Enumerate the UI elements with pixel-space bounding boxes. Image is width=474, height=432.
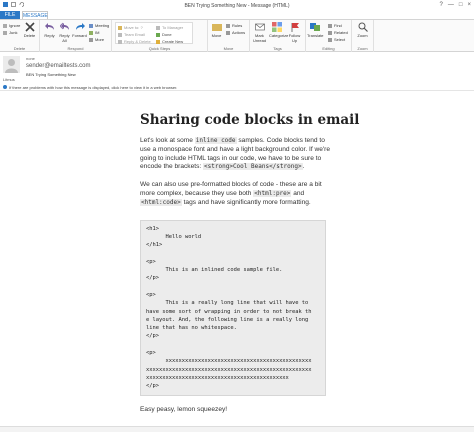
group-tags-label: Tags — [273, 46, 282, 51]
translate-icon — [310, 22, 320, 32]
info-icon — [3, 85, 7, 89]
follow-up-button[interactable]: Follow Up — [287, 22, 302, 43]
forward-icon — [75, 22, 85, 32]
message-to[interactable]: Litmus — [3, 77, 15, 82]
inline-code-sample: inline code — [195, 137, 236, 144]
tab-message[interactable]: MESSAGE — [23, 13, 48, 19]
inline-code-pre: <html:pre> — [254, 189, 291, 197]
related-icon — [328, 31, 332, 35]
delete-button[interactable]: Delete — [22, 22, 37, 38]
reply-all-icon — [60, 22, 70, 32]
ignore-icon — [3, 24, 7, 28]
envelope-icon — [255, 22, 265, 32]
qs-team-email[interactable]: Team Email — [118, 32, 145, 37]
find-button[interactable]: Find — [328, 23, 342, 28]
tab-file[interactable]: FILE — [0, 11, 20, 20]
title-bar — [0, 0, 474, 11]
group-delete — [0, 20, 40, 52]
actions-icon — [226, 31, 230, 35]
im-button[interactable]: IM — [89, 30, 99, 35]
reply-button[interactable]: Reply — [42, 22, 57, 38]
status-bar — [0, 426, 474, 432]
translate-button[interactable]: Translate — [307, 22, 322, 38]
message-subject: BEN Trying Something New — [26, 72, 76, 77]
flag-icon — [290, 22, 300, 32]
im-icon — [89, 31, 93, 35]
reply-all-button[interactable]: Reply All — [57, 22, 72, 43]
related-button[interactable]: Related — [328, 30, 348, 35]
junk-icon — [3, 31, 7, 35]
team-email-icon — [118, 33, 122, 37]
meeting-icon — [89, 24, 93, 28]
categorize-icon — [272, 22, 282, 32]
window-title: BEN Trying Something New - Message (HTML) — [184, 3, 290, 9]
to-manager-icon — [156, 26, 160, 30]
email-paragraph-2: We can also use pre-formatted blocks of code - these are a bit more complex, because they use both <html:pre> and <html:code> tags and have significantly more formatting. — [140, 181, 322, 206]
forward-button[interactable]: Forward — [72, 22, 87, 38]
categorize-button[interactable]: Categorize — [269, 22, 284, 38]
folder-icon — [118, 26, 122, 30]
avatar — [3, 56, 20, 73]
inline-code-code: <html:code> — [141, 198, 181, 206]
email-closing: Easy peasy, lemon squeezey! — [140, 405, 228, 413]
group-editing — [306, 20, 352, 52]
zoom-button[interactable]: Zoom — [355, 22, 370, 38]
minimize-button[interactable]: — — [447, 2, 454, 8]
message-body — [0, 91, 474, 426]
qs-done[interactable]: Done — [156, 32, 172, 37]
window-controls — [440, 2, 471, 8]
mark-unread-button[interactable]: Mark Unread — [252, 22, 267, 43]
group-move — [208, 20, 250, 52]
move-icon — [212, 22, 222, 32]
qs-reply-delete[interactable]: Reply & Delete — [118, 39, 151, 44]
rules-icon — [226, 24, 230, 28]
more-icon — [89, 38, 93, 42]
delete-x-icon — [25, 22, 35, 32]
group-quick-steps — [112, 20, 208, 52]
actions-button[interactable]: Actions — [226, 30, 245, 35]
reply-icon — [45, 22, 55, 32]
qs-create-new[interactable]: Create New — [156, 39, 183, 44]
close-button[interactable]: × — [467, 2, 471, 8]
group-move-label: Move — [223, 46, 234, 51]
ignore-button[interactable]: Ignore — [3, 23, 20, 28]
create-new-icon — [156, 40, 160, 44]
group-zoom-label: Zoom — [357, 46, 368, 51]
help-button[interactable]: ? — [439, 2, 443, 8]
email-heading: Sharing code blocks in email — [140, 112, 360, 128]
select-button[interactable]: Select — [328, 37, 345, 42]
group-quick-steps-label: Quick Steps — [148, 46, 171, 51]
group-respond — [40, 20, 112, 52]
message-header — [0, 53, 474, 83]
message-sender[interactable]: sender@emailtests.com — [26, 63, 91, 69]
info-bar-text[interactable]: If there are problems with how this message is displayed, click here to view it in a web browser. — [9, 85, 178, 90]
ribbon — [0, 19, 474, 52]
reply-delete-icon — [118, 40, 122, 44]
more-button[interactable]: More — [89, 37, 104, 42]
email-content — [140, 112, 360, 413]
checkmark-icon — [156, 33, 160, 37]
group-respond-label: Respond — [67, 46, 84, 51]
move-button[interactable]: Move — [209, 22, 224, 38]
junk-button[interactable]: Junk — [3, 30, 17, 35]
group-zoom — [352, 20, 374, 52]
message-date: none — [26, 56, 35, 61]
find-icon — [328, 24, 332, 28]
inline-code-strong: <strong>Cool Beans</strong> — [204, 163, 302, 171]
group-delete-label: Delete — [13, 46, 26, 51]
select-icon — [328, 38, 332, 42]
quick-steps-gallery[interactable] — [115, 22, 193, 44]
person-silhouette-icon — [3, 56, 20, 73]
qs-move-to[interactable]: Move to: ? — [118, 25, 143, 30]
code-block: <h1> Hello world </h1> <p> This is an inlined code sample file. </p> <p> This is a really long line that will have to have some sort of wrapping in order to not break th e layout. And, the following line is a really long line that has no whitespace. </p> <p> xxxxxxxxxxxxxxxxxxxxxxxxxxxxxxxxxxxxxxxxxxxxx xxxxxxxxxxxxxxxxxxxxxxxxxxxxxxxxxxxxxxxxxxxxxxxxxxx xxxxxxxxxxxxxxxxxxxxxxxxxxxxxxxxxxxxxxxxxxxx </p> — [140, 220, 326, 396]
maximize-button[interactable]: □ — [458, 2, 463, 8]
group-editing-label: Editing — [322, 46, 335, 51]
magnifier-icon — [358, 22, 368, 32]
group-tags — [250, 20, 306, 52]
rules-button[interactable]: Rules — [226, 23, 242, 28]
meeting-button[interactable]: Meeting — [89, 23, 109, 28]
qs-to-manager[interactable]: To Manager — [156, 25, 183, 30]
email-paragraph-1: Let's look at some inline code samples. Code blocks tend to use a monospace font and have a light background color. If we're going to include HTML tags in our code, we have to be sure to encode the brackets: <strong>Cool Beans</strong>. — [140, 137, 331, 171]
info-bar[interactable] — [0, 83, 474, 91]
